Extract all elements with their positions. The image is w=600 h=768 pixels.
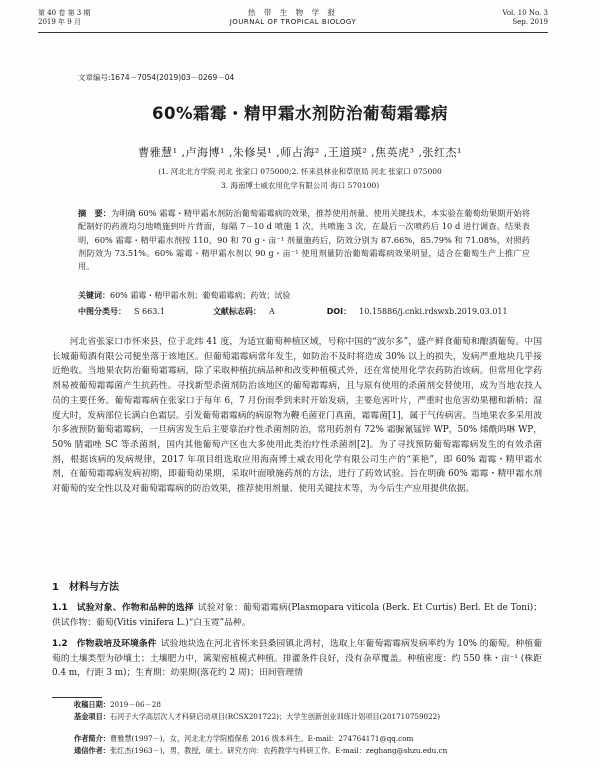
section-heading-materials-methods: 1 材料与方法: [52, 582, 119, 593]
footnote-rule: [52, 697, 102, 698]
footnote-author: 作者简介：曹雅慧(1997－)，女，河北北方学院植保系 2016 级本科生。E-mail：274764171@qq.com: [74, 734, 414, 743]
affiliation-line-2: 3. 海南博士威农用化学有限公司 海口 570100): [220, 181, 380, 190]
classification-line: [78, 306, 530, 317]
keywords-label: 关键词：: [78, 291, 110, 300]
subsection-1-1-heading: 1.1 试验对象、作物和品种的选择: [52, 603, 194, 613]
abstract-text: 为明确 60% 霜霉・精甲霜水剂防治葡萄霜霉病的效果，推荐使用剂量、使用关键技术，本实验在葡萄幼果期开始将配制好的药液均匀地喷施到叶片背面，每隔 7－10 d 喷施 1 次，共喷施 3 次，在最后一次喷药后 10 d 进行调查。结果表明，60% 霜霉・精甲霜水剂按 110，90 和 70 g・亩⁻¹ 剂量施药后，防效分别为 87.66%，85.79% 和 71.08%，对照药剂防效为 73.51%。60% 霜霉・精甲霜水剂以 90 g・亩⁻¹ 使用剂量防治葡萄霜霉病效果明显，适合在葡萄生产上推广应用。: [78, 208, 530, 272]
footnote-funding: 基金项目：石河子大学高层次人才科研启动项目(RCSX201722)；大学生创新创业训练计划项目(201710759022): [74, 712, 441, 721]
clc-label: 中图分类号：: [78, 307, 126, 316]
subsection-1-2-text: 试验地块选在河北省怀来县桑园镇北湾村，选取上年葡萄霜霉病发病率约为 10% 的葡萄。种植葡萄的土壤类型为砂壤土；土壤肥力中，篱架密植模式种植。排灌条件良好，没有杂草覆盖。种植密度：约 550 株・亩⁻¹ (株距 0.4 m，行距 3 m)；生育期：幼果期(落花约 2 周)；田间管理情: [52, 639, 542, 679]
clc-code: S 663.1: [134, 307, 165, 316]
subsection-1-1: [52, 601, 542, 630]
doi-value: 10.15886/j.cnki.rdswxb.2019.03.011: [359, 307, 508, 316]
abstract-label: 摘 要：: [78, 208, 111, 218]
doc-code: A: [268, 307, 275, 316]
running-header: [38, 9, 548, 33]
subsection-1-1-text: 试验对象：葡萄霜霉病(Plasmopara viticola (Berk. Et Curtis) Berl. Et de Toni)；供试作物：葡萄(Vitis vinifera L.)“白玉霓”品种。: [52, 603, 542, 628]
keywords-text: 60% 霜霉・精甲霜水剂；葡萄霜霉病；药效；试验: [110, 291, 291, 300]
doc-code-label: 文献标志码：: [212, 307, 261, 316]
volume-info: 第 40 卷 第 3 期 2019 年 9 月: [38, 9, 91, 26]
intro-paragraph: 河北省张家口市怀来县，位于北纬 41 度，为适宜葡萄种植区域，号称中国的“波尔多”，盛产鲜食葡萄和酿酒葡萄。中国长城葡萄酒有限公司便坐落于该地区。但葡萄霜霉病常年发生，如防治不及时将造成 30% 以上的损失，发病严重地块几乎接近绝收。当地果农防治葡萄霜霉病，除了采取种植抗病品种和改变种植模式外，还在常使用化学农药防治该病。但常用化学药剂易被葡萄霜霉菌产生抗药性。寻找新型杀菌剂防治该地区的葡萄霜霉病，且与原有使用的杀菌剂交替使用，成为当地农技人员的主要任务。葡萄霜霉病在张家口于每年 6，7 月份雨季到来时开始发病，主要危害叶片，严重时也危害幼果穗和新梢；湿度大时，发病部位长满白色霜层。引发葡萄霜霉病的病原物为鞭毛菌亚门真菌，霜霉菌[1]，属于气传病害。当地果农多采用波尔多液预防葡萄霜霉病，一旦病害发生后主要靠治疗性杀菌剂防治，常用药剂有 72% 霜脲氰锰锌 WP，50% 烯酰吗啉 WP，50% 腈霜唑 SC 等杀菌剂，国内其他葡萄产区也大多使用此类治疗性杀菌剂[2]。为了寻找预防葡萄霜霉病发生的有效杀菌剂，根据该病的发病规律，2017 年项目组选取应用海南博士威农用化学有限公司生产的“莱艳”，即 60% 霜霉・精甲霜水剂，在葡萄霜霉病发病初期，即葡萄幼果期，采取叶面喷施药剂的方法，进行了药效试验。旨在明确 60% 霜霉・精甲霜水剂对葡萄的安全性以及对葡萄霜霉病的防治效果，推荐使用剂量、使用关键技术等，为今后生产应用提供依据。: [52, 337, 542, 495]
footnote-corresponding: 通信作者：张红杰(1963－)，男，教授，硕士。研究方向：农药教学与科研工作。E-mail：zeghang@shzu.edu.cn: [74, 746, 448, 755]
volume-info-en: Vol. 10 No. 3 Sep. 2019: [502, 9, 548, 26]
footnote-received: 收稿日期：2019－06－28: [74, 700, 161, 709]
journal-name: 热 带 生 物 学 报 JOURNAL OF TROPICAL BIOLOGY: [229, 8, 357, 26]
author-list: 曹雅慧¹ ,卢海博¹ ,朱修昊¹ ,师占海² ,王道瑛² ,焦英虎³ ,张红杰¹: [138, 146, 462, 159]
subsection-1-2-heading: 1.2 作物栽培及环境条件: [52, 639, 157, 649]
abstract: [78, 207, 530, 273]
article-number: 文章编号:1674－7054(2019)03－0269－04: [78, 73, 235, 82]
doi-label: DOI：: [326, 307, 352, 316]
keywords: [78, 290, 530, 301]
paper-title: 60%霜霉・精甲霜水剂防治葡萄霜霉病: [152, 104, 448, 123]
affiliation-line-1: (1. 河北北方学院 河北 张家口 075000;2. 怀来县林业和草原局 河北 张家口 075000: [158, 167, 442, 176]
subsection-1-2: [52, 637, 542, 681]
header-rule: [38, 32, 548, 33]
